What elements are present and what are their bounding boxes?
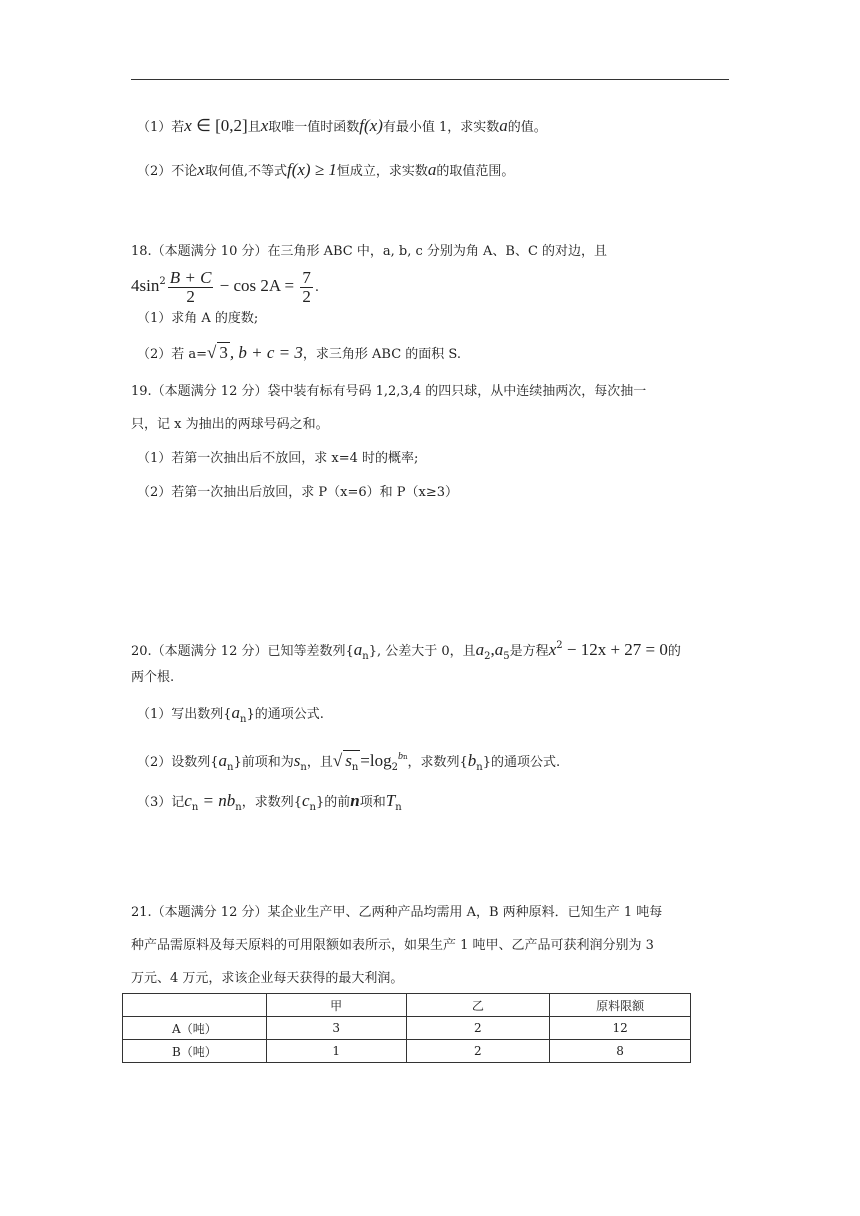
- table-cell: 3: [266, 1017, 406, 1040]
- q17-p1-pre: （1）若: [137, 120, 185, 135]
- math-x: x: [197, 160, 205, 179]
- fraction-7-over-2: $\frac{7}{2}$: [302, 268, 311, 306]
- materials-table: [122, 993, 691, 1063]
- table-header-cell: 甲: [266, 994, 406, 1017]
- math-in: ∈: [191, 116, 216, 135]
- q21-stem-line1: 21.（本题满分 12 分）某企业生产甲、乙两种产品均需用 A，B 两种原料．已知生产 1 吨每: [131, 905, 663, 920]
- q21-stem-line3: 万元、4 万元，求该企业每天获得的最大利润。: [131, 971, 404, 986]
- q19-part1: （1）若第一次抽出后不放回，求 x=4 时的概率;: [137, 451, 419, 466]
- q17-p1-text: 取唯一值时函数: [268, 120, 360, 135]
- table-cell: B（吨）: [123, 1040, 267, 1063]
- math-interval: [0,2]: [215, 116, 248, 135]
- q20-stem-line1: 20.（本题满分 12 分）已知等差数列$\{a_n\}$, 公差大于 0，且$a_2,a_5$是方程$x^2 - 12x + 27 = 0$的: [131, 640, 681, 662]
- math-inequality: f(x) ≥ 1: [286, 160, 337, 179]
- q18-p2-post: ，求三角形 ABC 的面积 S.: [302, 347, 461, 362]
- q17-p2-text: 取何值,不等式: [204, 164, 287, 179]
- sqrt-radicand: 3: [219, 343, 228, 362]
- q18-equation: [131, 263, 319, 307]
- q17-p2-pre: （2）不论: [137, 164, 198, 179]
- q17-p1-text: 且: [247, 120, 261, 135]
- q17-p1-end: 的值。: [507, 120, 547, 135]
- math-x: x: [260, 116, 269, 135]
- table-cell: A（吨）: [123, 1017, 267, 1040]
- q20-part2: （2）设数列$\{a_n\}$前项和为$s_n$，且√ $s_n =\log_2^{bn}$，求数列$\{b_n\}$的通项公式.: [137, 747, 560, 778]
- table-header-cell: 原料限额: [550, 994, 691, 1017]
- math-fx: f(x): [359, 116, 383, 135]
- math-x: x: [184, 116, 192, 135]
- table-header-cell: 乙: [406, 994, 550, 1017]
- q19-part2: （2）若第一次抽出后放回，求 P（x=6）和 P（x≥3）: [137, 485, 459, 500]
- math-cos2a: − cos 2A =: [215, 276, 299, 295]
- table-header-row: [123, 994, 691, 1017]
- fraction-b-plus-c-over-2: $\frac{B + C}{2}$: [169, 268, 212, 306]
- table-cell: 8: [550, 1040, 691, 1063]
- table-cell: 12: [550, 1017, 691, 1040]
- sqrt-sign: √: [332, 751, 343, 770]
- table-cell: 2: [406, 1040, 550, 1063]
- q20-part3: （3）记$c_n = nb_n$，求数列$\{c_n\}$的前n项和$T_n$: [137, 791, 402, 813]
- q17-part1: [137, 116, 547, 138]
- q17-p1-text: 有最小值 1，求实数: [382, 120, 500, 135]
- sqrt-sign: √: [207, 343, 217, 362]
- math-4sin: 4sin: [131, 276, 160, 295]
- period: .: [314, 280, 319, 295]
- sqrt-sn: $s_n$: [343, 750, 360, 778]
- header-rule: [131, 79, 729, 80]
- q19-stem-line2: 只，记 x 为抽出的两球号码之和。: [131, 417, 329, 432]
- log-argument: bn: [397, 751, 408, 762]
- math-a: a: [499, 116, 508, 135]
- math-condition: , b + c = 3: [229, 343, 303, 362]
- q17-part2: [137, 160, 514, 182]
- table-row: [123, 1017, 691, 1040]
- q20-stem-line2: 两个根.: [131, 670, 175, 685]
- q18-part2: [137, 342, 461, 365]
- math-a: a: [427, 160, 437, 179]
- q18-part1: （1）求角 A 的度数;: [137, 311, 259, 326]
- table-row: [123, 1040, 691, 1063]
- q17-p2-end: 的取值范围。: [436, 164, 515, 179]
- q18-stem: 18.（本题满分 10 分）在三角形 ABC 中，a, b, c 分别为角 A、B、C 的对边，且: [131, 244, 608, 259]
- table-cell: 1: [266, 1040, 406, 1063]
- table-header-cell: [123, 994, 267, 1017]
- table-cell: 2: [406, 1017, 550, 1040]
- q18-p2-pre: （2）若 a=: [137, 347, 208, 362]
- q19-stem-line1: 19.（本题满分 12 分）袋中装有标有号码 1,2,3,4 的四只球，从中连续抽两次，每次抽一: [131, 384, 647, 399]
- math-quadratic: − 12x + 27 = 0: [562, 640, 668, 659]
- q17-p2-text: 恒成立，求实数: [336, 164, 428, 179]
- q21-stem-line2: 种产品需原料及每天原料的可用限额如表所示，如果生产 1 吨甲、乙产品可获利润分别为 3: [131, 938, 654, 953]
- math-square: 2: [159, 276, 166, 287]
- q20-part1: （1）写出数列$\{a_n\}$的通项公式.: [137, 703, 324, 725]
